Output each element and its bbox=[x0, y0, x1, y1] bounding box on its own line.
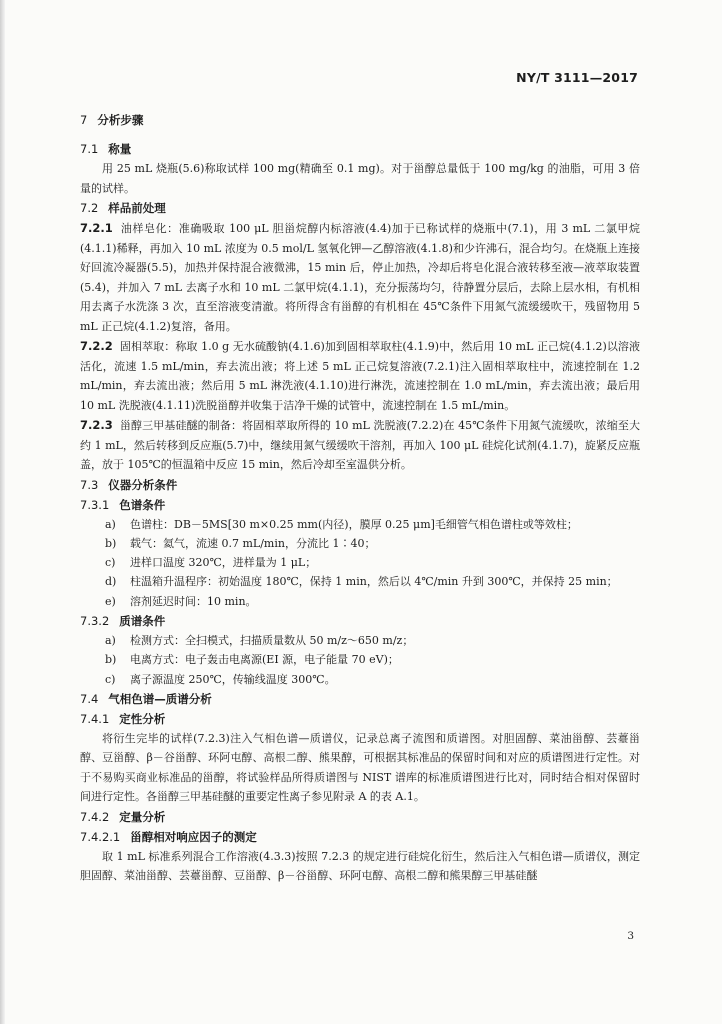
section-7-4-2-1-heading bbox=[80, 827, 640, 847]
paragraph-lead: 固相萃取： bbox=[119, 340, 176, 353]
scan-edge bbox=[0, 0, 5, 1024]
list-text: 进样口温度 320℃，进样量为 1 μL； bbox=[130, 556, 317, 570]
section-number: 7.3.1 bbox=[80, 497, 110, 512]
section-7-1-text: 用 25 mL 烧瓶(5.6)称取试样 100 mg(精确至 0.1 mg)。对于甾醇总量低于 100 mg/kg 的油脂，可用 3 倍量的试样。 bbox=[80, 162, 640, 195]
list-item bbox=[80, 515, 640, 534]
section-title: 定量分析 bbox=[119, 809, 166, 824]
section-title: 分析步骤 bbox=[97, 113, 144, 127]
section-title: 甾醇相对响应因子的测定 bbox=[130, 829, 257, 844]
list-item bbox=[80, 553, 640, 572]
section-title: 仪器分析条件 bbox=[108, 477, 178, 492]
section-7-heading bbox=[80, 110, 640, 130]
list-marker: a) bbox=[105, 517, 116, 531]
list-marker: c) bbox=[105, 672, 116, 686]
list-item bbox=[80, 631, 640, 650]
list-item bbox=[80, 534, 640, 553]
chromatography-conditions-list bbox=[80, 515, 640, 611]
list-marker: a) bbox=[105, 633, 116, 647]
section-title: 定性分析 bbox=[119, 711, 166, 726]
section-number: 7.4 bbox=[80, 691, 99, 706]
paragraph-text: 将固相萃取所得的 10 mL 洗脱液(7.2.2)在 45℃条件下用氮气流缓吹，浓缩至大约 1 mL，然后转移到反应瓶(5.7)中，继续用氮气缓缓吹干溶剂，再加入 100 μL 硅烷化试剂(4.1.7)，旋紧反应瓶盖，放于 105℃的恒温箱中反应 15 min，然后冷却至室温供分析。 bbox=[80, 419, 640, 471]
section-number: 7.4.2 bbox=[80, 809, 110, 824]
section-number: 7.2.1 bbox=[80, 221, 113, 235]
section-7-3-2-heading bbox=[80, 611, 640, 631]
section-7-2-heading bbox=[80, 198, 640, 218]
paragraph-text: 准确吸取 100 μL 胆甾烷醇内标溶液(4.4)加于已称试样的烧瓶中(7.1)，用 3 mL 二氯甲烷(4.1.1)稀释，再加入 10 mL 浓度为 0.5 mol/L 氢氧化钾—乙醇溶液(4.1.8)和少许沸石，混合均匀。在烧瓶上连接好回流冷凝器(5.5)，加热并保持混合液微沸，15 min 后，停止加热，冷却后将皂化混合液转移至液—液萃取装置(5.4)，并加入 7 mL 去离子水和 10 mL 二氯甲烷(4.1.1)，充分振荡均匀，待静置分层后，去除上层水相，有机相用去离子水洗涤 3 次，直至溶液变清澈。将所得含有甾醇的有机相在 45℃条件下用氮气流缓缓吹干，残留物用 5 mL 正己烷(4.1.2)复溶，备用。 bbox=[80, 222, 640, 333]
standard-code: NY/T 3111—2017 bbox=[516, 70, 638, 85]
section-number: 7.2.2 bbox=[80, 339, 113, 353]
section-number: 7 bbox=[80, 113, 88, 127]
section-7-4-2-1-text: 取 1 mL 标准系列混合工作溶液(4.3.3)按照 7.2.3 的规定进行硅烷化衍生，然后注入气相色谱—质谱仪，测定胆固醇、菜油甾醇、芸薹甾醇、豆甾醇、β－谷甾醇、环阿屯醇、高根二醇和熊果醇三甲基硅醚 bbox=[80, 849, 640, 883]
list-text: 电离方式：电子轰击电离源(EI 源，电子能量 70 eV)； bbox=[130, 653, 399, 667]
section-7-4-heading bbox=[80, 689, 640, 709]
section-number: 7.4.1 bbox=[80, 711, 110, 726]
section-number: 7.4.2.1 bbox=[80, 829, 121, 844]
section-7-2-1-paragraph bbox=[80, 218, 640, 336]
section-title: 样品前处理 bbox=[108, 201, 166, 215]
list-marker: b) bbox=[105, 653, 117, 667]
section-7-2-3-paragraph bbox=[80, 415, 640, 475]
section-title: 色谱条件 bbox=[119, 497, 166, 512]
list-item bbox=[80, 670, 640, 689]
section-number: 7.2.3 bbox=[80, 418, 113, 432]
list-marker: c) bbox=[105, 556, 116, 570]
section-number: 7.2 bbox=[80, 201, 99, 215]
section-7-4-2-heading bbox=[80, 807, 640, 827]
paragraph-lead: 油样皂化： bbox=[120, 222, 179, 235]
list-marker: b) bbox=[105, 536, 117, 550]
list-text: 离子源温度 250℃，传输线温度 300℃。 bbox=[130, 672, 336, 686]
list-marker: e) bbox=[105, 594, 116, 608]
list-text: 检测方式：全扫模式，扫描质量数从 50 m/z～650 m/z； bbox=[130, 633, 414, 647]
section-number: 7.3.2 bbox=[80, 613, 110, 628]
section-7-3-heading bbox=[80, 475, 640, 495]
list-text: 载气：氦气，流速 0.7 mL/min，分流比 1∶40； bbox=[130, 536, 376, 550]
section-number: 7.3 bbox=[80, 477, 99, 492]
paragraph-lead: 甾醇三甲基硅醚的制备： bbox=[119, 419, 243, 432]
section-number: 7.1 bbox=[80, 142, 99, 156]
section-7-3-1-heading bbox=[80, 495, 640, 515]
list-text: 柱温箱升温程序：初始温度 180℃，保持 1 min，然后以 4℃/min 升到 300℃，并保持 25 min； bbox=[130, 575, 618, 589]
section-7-2-2-paragraph bbox=[80, 336, 640, 415]
list-item bbox=[80, 650, 640, 669]
section-7-4-1-text: 将衍生完毕的试样(7.2.3)注入气相色谱—质谱仪，记录总离子流图和质谱图。对胆固醇、菜油甾醇、芸薹甾醇、豆甾醇、β－谷甾醇、环阿屯醇、高根二醇、熊果醇，可根据其标准品的保留时间和对应的质谱图进行定性。对于不易购买商业标准品的甾醇，将试验样品所得质谱图与 NIST 谱库的标准质谱图进行比对，同时结合相对保留时间进行定性。各甾醇三甲基硅醚的重要定性离子参见附录 A 的表 A.1。 bbox=[80, 731, 640, 804]
list-text: 色谱柱：DB－5MS[30 m×0.25 mm(内径)，膜厚 0.25 μm]毛细管气相色谱柱或等效柱； bbox=[130, 517, 578, 531]
paragraph-text: 称取 1.0 g 无水硫酸钠(4.1.6)加到固相萃取柱(4.1.9)中，然后用 10 mL 正己烷(4.1.2)以溶液活化，流速 1.5 mL/min，弃去流出液；将上述 5 mL 正己烷复溶液(7.2.1)注入固相萃取柱中，流速控制在 1.2 mL/min，弃去流出液；然后用 5 mL 淋洗液(4.1.10)进行淋洗，流速控制在 1.0 mL/min，弃去流出液；最后用 10 mL 洗脱液(4.1.11)洗脱甾醇并收集于洁净干燥的试管中，流速控制在 1.5 mL/min。 bbox=[80, 340, 641, 412]
section-title: 称量 bbox=[108, 142, 132, 156]
page-number: 3 bbox=[627, 930, 634, 942]
section-7-4-1-heading bbox=[80, 709, 640, 729]
section-title: 气相色谱—质谱分析 bbox=[108, 691, 212, 706]
list-item bbox=[80, 572, 640, 591]
list-item bbox=[80, 592, 640, 611]
page-content bbox=[80, 110, 640, 886]
mass-spec-conditions-list bbox=[80, 631, 640, 689]
section-7-1-heading bbox=[80, 139, 640, 159]
list-marker: d) bbox=[105, 575, 117, 589]
section-title: 质谱条件 bbox=[119, 613, 166, 628]
list-text: 溶剂延迟时间：10 min。 bbox=[130, 594, 257, 608]
